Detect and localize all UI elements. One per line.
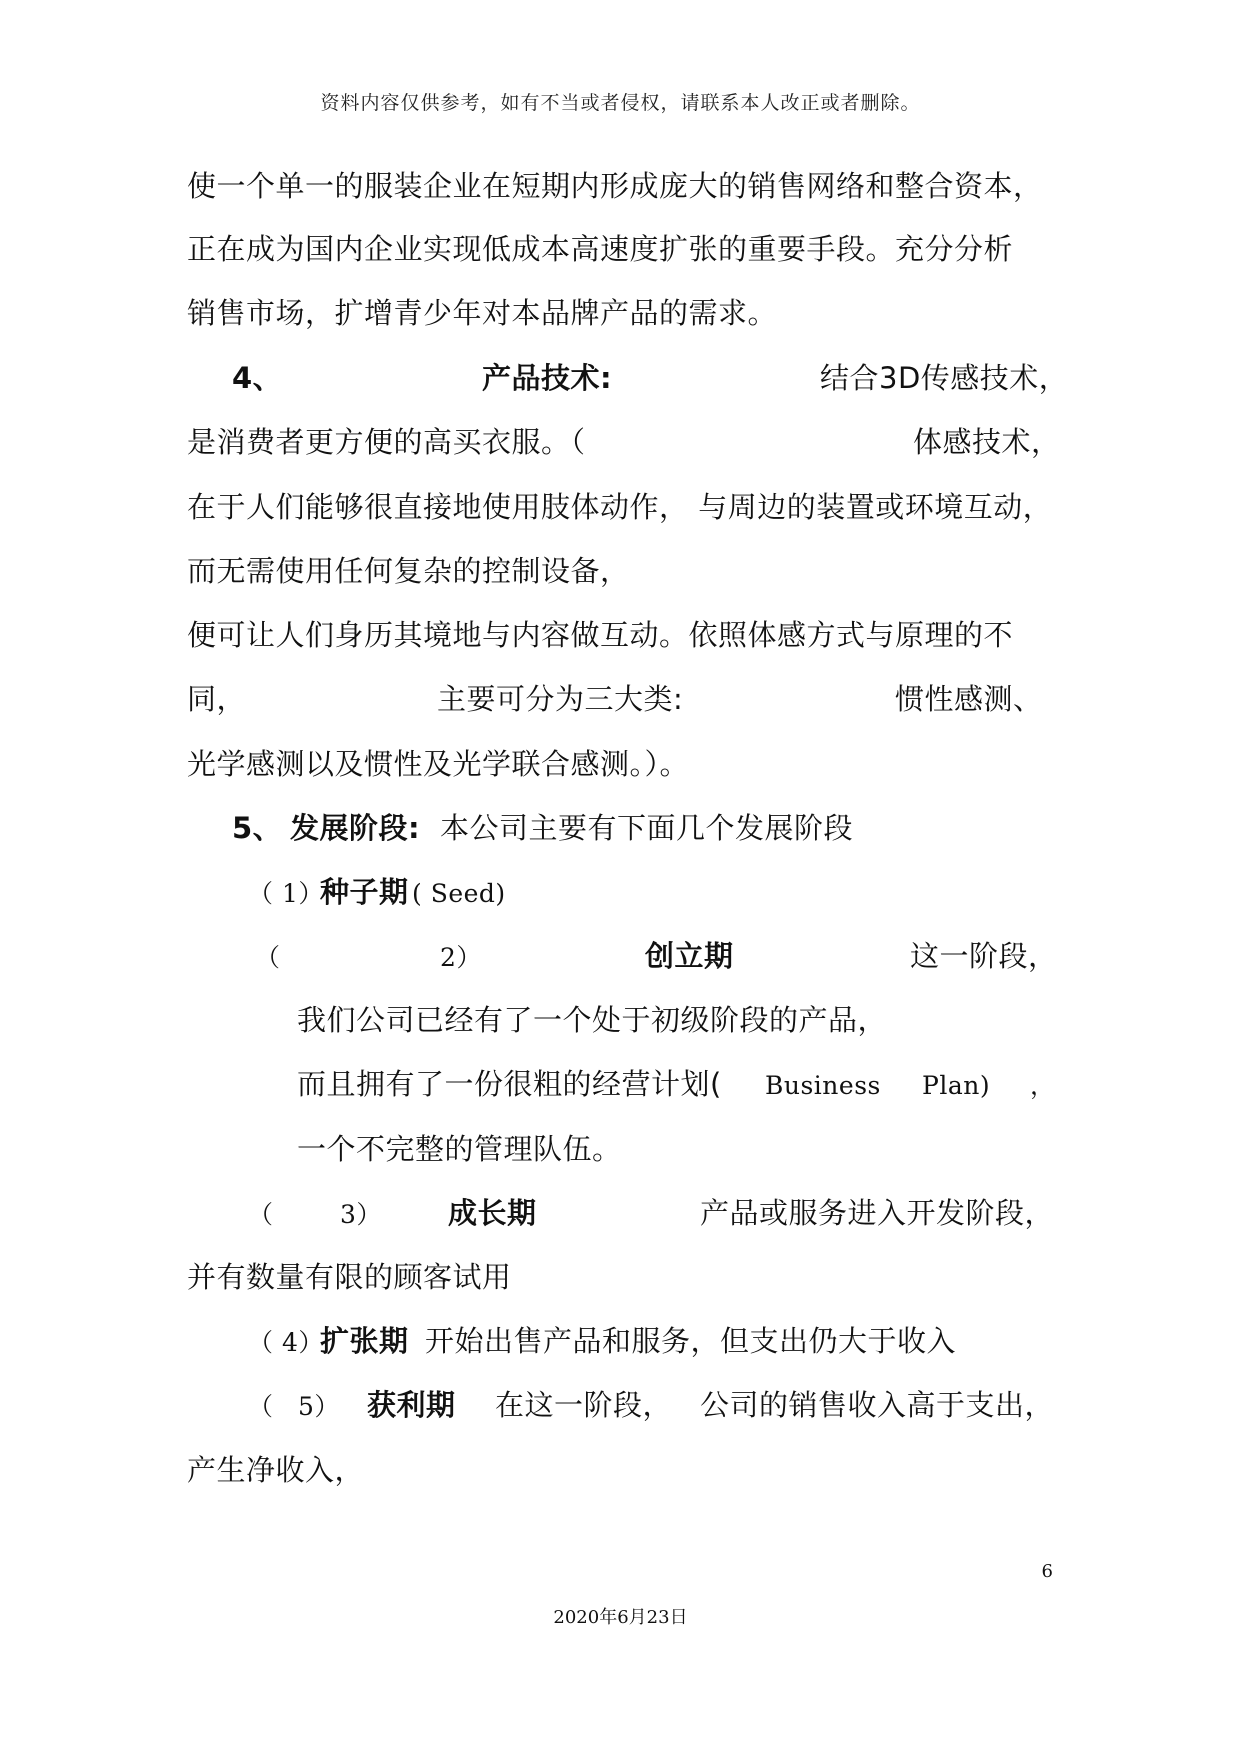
stage-2-line-3-en-1: Business <box>765 1071 881 1100</box>
stage-5-open: （ <box>248 1392 274 1421</box>
section-4-line-3: 在于人们能够很直接地使用肢体动作， 与周边的装置或环境互动， <box>187 490 1053 524</box>
stage-3-name: 成长期 <box>448 1196 537 1230</box>
stage-5-line-2: 产生净收入， <box>187 1453 365 1487</box>
stage-4-name: 扩张期 <box>320 1324 409 1358</box>
stage-5-name: 获利期 <box>367 1388 456 1422</box>
header-disclaimer: 资料内容仅供参考，如有不当或者侵权，请联系本人改正或者删除。 <box>320 92 921 114</box>
section-4-line-6-c: 惯性感测、 <box>895 682 1043 716</box>
stage-3-line-2: 并有数量有限的顾客试用 <box>187 1260 512 1294</box>
stage-5-number: 5） <box>298 1392 340 1421</box>
stage-3-number: 3） <box>340 1200 382 1229</box>
footer-date: 2020年6月23日 <box>553 1607 688 1628</box>
section-4-line-6-b: 主要可分为三大类: <box>437 682 684 716</box>
section-4-number: 4、 <box>232 361 283 395</box>
stage-5-text-a: 在这一阶段， <box>495 1388 673 1422</box>
section-4-line-2-head: 是消费者更方便的高买衣服。（ <box>187 425 586 459</box>
stage-2-line-3-comma: ， <box>1030 1071 1056 1100</box>
stage-1-english: ( Seed) <box>412 879 506 908</box>
stage-3-open: （ <box>248 1200 274 1229</box>
stage-4-number: （ 4） <box>248 1328 324 1357</box>
stage-1-name: 种子期 <box>320 875 409 909</box>
stage-2-line-2: 我们公司已经有了一个处于初级阶段的产品， <box>297 1003 888 1037</box>
stage-4-text: 开始出售产品和服务，但支出仍大于收入 <box>425 1324 957 1358</box>
section-4-line-1-tail: 结合3D传感技术， <box>820 361 1069 395</box>
intro-line-3: 销售市场，扩增青少年对本品牌产品的需求。 <box>187 296 778 330</box>
intro-line-2: 正在成为国内企业实现低成本高速度扩张的重要手段。充分分析 <box>187 232 1014 266</box>
stage-2-open: （ <box>255 943 281 972</box>
stage-2-line-4: 一个不完整的管理队伍。 <box>297 1132 622 1166</box>
stage-2-number: 2） <box>440 943 482 972</box>
stage-5-text-b: 公司的销售收入高于支出， <box>700 1388 1055 1422</box>
stage-2-tail: 这一阶段， <box>910 939 1058 973</box>
section-5-number: 5、 <box>232 811 283 845</box>
section-4-line-2-tail: 体感技术， <box>913 425 1061 459</box>
section-4-line-4: 而无需使用任何复杂的控制设备， <box>187 554 630 588</box>
stage-1-number: （ 1） <box>248 879 324 908</box>
intro-line-1: 使一个单一的服装企业在短期内形成庞大的销售网络和整合资本， <box>187 169 1043 203</box>
section-4-line-6-a: 同， <box>187 682 247 716</box>
section-4-heading: 产品技术: <box>482 361 613 395</box>
section-5-heading: 发展阶段: <box>290 811 421 845</box>
section-5-intro: 本公司主要有下面几个发展阶段 <box>440 811 854 845</box>
section-4-line-5: 便可让人们身历其境地与内容做互动。依照体感方式与原理的不 <box>187 618 1014 652</box>
stage-2-line-3-en-2: Plan) <box>922 1071 991 1100</box>
stage-2-line-3-cn: 而且拥有了一份很粗的经营计划( <box>297 1067 722 1101</box>
stage-3-tail: 产品或服务进入开发阶段， <box>700 1196 1055 1230</box>
section-4-line-7: 光学感测以及惯性及光学联合感测。）。 <box>187 747 690 781</box>
stage-2-name: 创立期 <box>645 939 734 973</box>
page-number: 6 <box>1041 1561 1053 1582</box>
